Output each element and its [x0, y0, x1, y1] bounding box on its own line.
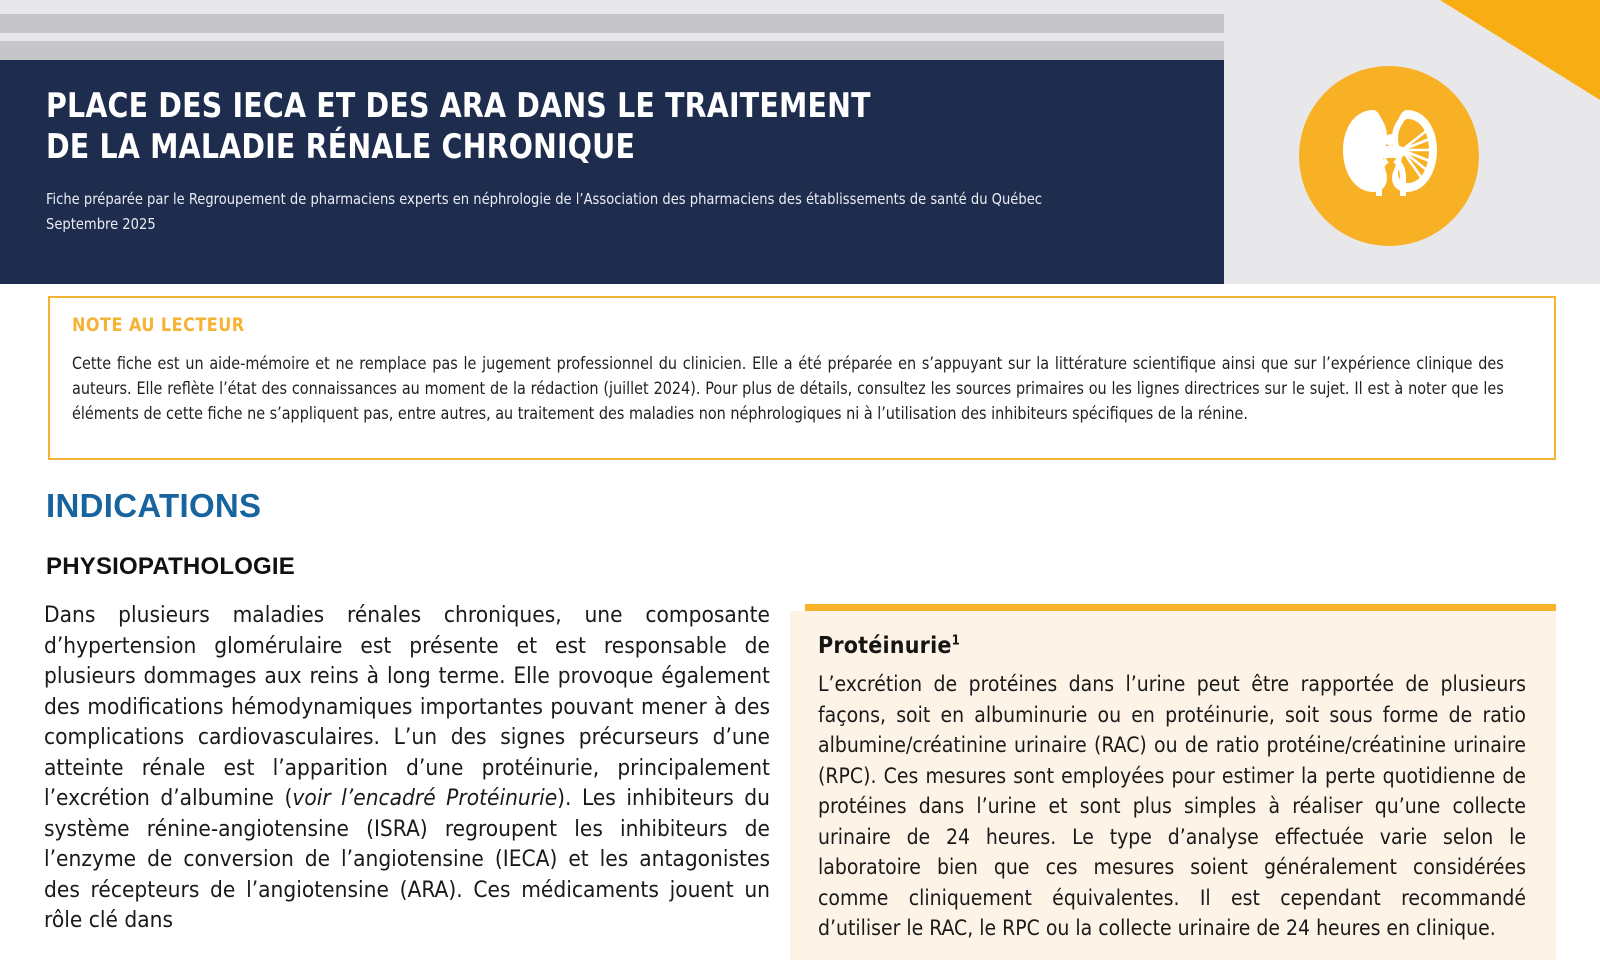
callout-title-text: Protéinurie — [818, 633, 952, 659]
main-body-column — [44, 600, 770, 936]
note-title: NOTE AU LECTEUR — [72, 314, 245, 336]
kidney-icon — [1299, 66, 1479, 246]
callout-body: L’excrétion de protéines dans l’urine peut être rapportée de plusieurs façons, soit en albuminurie ou en protéinurie, soit sous forme de ratio albumine/créatinine urinaire (RAC) ou de ratio protéine/créatinine urinaire (RPC). Ces mesures sont employées pour estimer la perte quotidienne de protéines dans l’urine et sont plus simples à réaliser qu’une collecte urinaire de 24 heures. Le type d’analyse effectuée varie selon le laboratoire bien que ces mesures soient généralement considérées comme cliniquement équivalentes. Il est cependant recommandé d’utiliser le RAC, le RPC ou la collecte urinaire de 24 heures en clinique. — [818, 672, 1526, 940]
subtitle-text: Fiche préparée par le Regroupement de pharmaciens experts en néphrologie de l’Association des pharmaciens des établissements de santé du Québec — [46, 190, 1042, 208]
body-italic-reference: voir l’encadré Protéinurie — [292, 785, 558, 811]
publication-date: Septembre 2025 — [46, 215, 156, 233]
subsection-heading-physiopathologie: PHYSIOPATHOLOGIE — [46, 553, 296, 580]
decorative-stripe-second — [0, 41, 1224, 60]
body-paragraph-part2: ). Les inhibiteurs du système rénine-angiotensine (ISRA) regroupent les inhibiteurs de l’enzyme de conversion de l’angiotensine (IECA) et les antagonistes des récepteurs de l’angiotensine (ARA). Ces médicaments jouent un rôle clé dans — [44, 785, 770, 933]
callout-title-superscript: 1 — [951, 633, 960, 649]
page-title-line-1: PLACE DES IECA ET DES ARA DANS LE TRAITEMENT — [46, 86, 871, 126]
title-block — [0, 60, 1224, 284]
callout-title — [818, 633, 1526, 659]
proteinurie-callout-box — [790, 611, 1556, 960]
body-paragraph-part1: Dans plusieurs maladies rénales chroniques, une composante d’hypertension glomérulaire est présente et est responsable de plusieurs dommages aux reins à long terme. Elle provoque également des modifications hémodynamiques importantes pouvant mener à des complications cardiovasculaires. L’un des signes précurseurs d’une atteinte rénale est l’apparition d’une protéinurie, principalement l’excrétion d’albumine ( — [44, 602, 770, 811]
decorative-stripe-top — [0, 14, 1224, 33]
reader-note-box — [48, 296, 1556, 460]
section-heading-indications: INDICATIONS — [46, 487, 262, 524]
document-subtitle — [46, 188, 1116, 236]
page-title-line-2: DE LA MALADIE RÉNALE CHRONIQUE — [46, 127, 636, 167]
note-body: Cette fiche est un aide-mémoire et ne remplace pas le jugement professionnel du clinicien. Elle a été préparée en s’appuyant sur la littérature scientifique ainsi que sur l’expérience clinique des auteurs. Elle reflète l’état des connaissances au moment de la rédaction (juillet 2024). Pour plus de détails, consultez les sources primaires ou les lignes directrices sur le sujet. Il est à noter que les éléments de cette fiche ne s’appliquent pas, entre autres, au traitement des maladies non néphrologiques ni à l’utilisation des inhibiteurs spécifiques de la rénine. — [72, 354, 1504, 423]
page-title — [46, 86, 1104, 168]
side-box-top-rule — [805, 604, 1556, 611]
